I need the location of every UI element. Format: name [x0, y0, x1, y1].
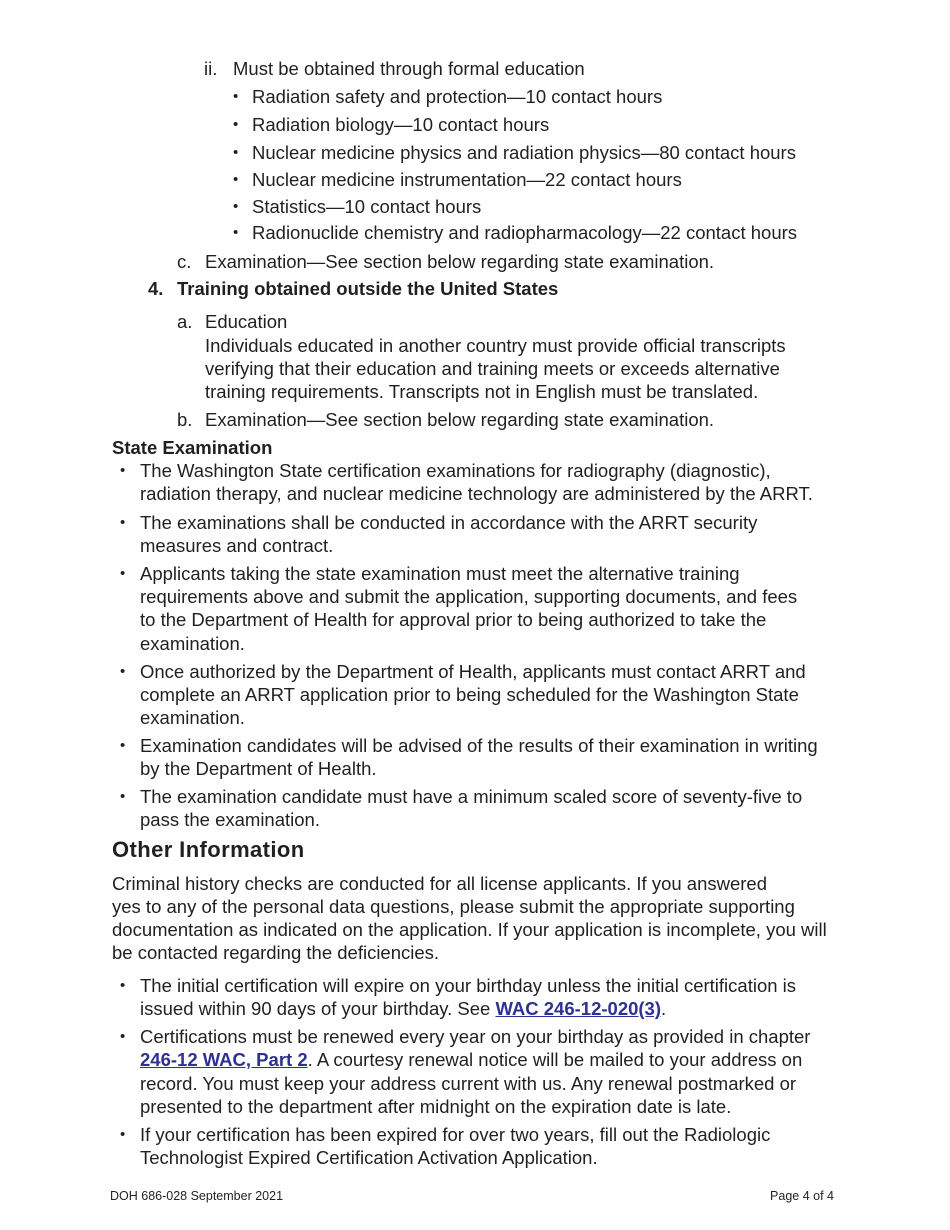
other-info-bullet-line: The initial certification will expire on your birthday unless the initial certification is — [140, 975, 797, 996]
bullet-icon: • — [120, 462, 126, 479]
course-list-item: Radiation safety and protection—10 contact hours — [252, 86, 663, 107]
other-info-bullet-line: record. You must keep your address current with us. Any renewal postmarked or — [140, 1073, 797, 1094]
other-info-bullet-line: Certifications must be renewed every year on your birthday as provided in chapter — [140, 1026, 811, 1047]
other-info-paragraph-line: yes to any of the personal data questions, please submit the appropriate supporting — [112, 896, 795, 917]
bullet-icon: • — [233, 88, 239, 105]
bullet-icon: • — [120, 737, 126, 754]
bullet-icon: • — [233, 198, 239, 215]
other-info-paragraph-line: Criminal history checks are conducted for all license applicants. If you answered — [112, 873, 768, 894]
state-exam-bullet-line: by the Department of Health. — [140, 758, 377, 779]
other-info-heading: Other Information — [112, 837, 305, 862]
bullet-icon: • — [120, 565, 126, 582]
item-title-education: Education — [205, 311, 288, 332]
state-exam-heading: State Examination — [112, 437, 273, 458]
course-list-item: Nuclear medicine physics and radiation physics—80 contact hours — [252, 142, 796, 163]
state-exam-bullet-line: Examination candidates will be advised of the results of their examination in writing — [140, 735, 818, 756]
other-info-bullet-text: . A courtesy renewal notice will be mailed to your address on — [307, 1049, 803, 1070]
state-exam-bullet-line: pass the examination. — [140, 809, 320, 830]
state-exam-bullet-line: Applicants taking the state examination must meet the alternative training — [140, 563, 740, 584]
other-info-bullet-text: issued within 90 days of your birthday. See — [140, 998, 496, 1019]
course-list-item: Radiation biology—10 contact hours — [252, 114, 550, 135]
bullet-icon: • — [233, 144, 239, 161]
section-number-4: 4. — [148, 278, 164, 299]
education-text-line: verifying that their education and training meets or exceeds alternative — [205, 358, 780, 379]
state-exam-bullet-line: complete an ARRT application prior to being scheduled for the Washington State — [140, 684, 799, 705]
other-info-bullet-line — [140, 997, 666, 1020]
other-info-paragraph-line: documentation as indicated on the application. If your application is incomplete, you will — [112, 919, 827, 940]
sub-item-text-ii: Must be obtained through formal education — [233, 58, 585, 79]
bullet-icon: • — [233, 171, 239, 188]
other-info-bullet-line: presented to the department after midnight on the expiration date is late. — [140, 1096, 732, 1117]
item-text-c: Examination—See section below regarding state examination. — [205, 251, 715, 272]
education-text-line: training requirements. Transcripts not in English must be translated. — [205, 381, 759, 402]
education-text-line: Individuals educated in another country must provide official transcripts — [205, 335, 786, 356]
state-exam-bullet-line: radiation therapy, and nuclear medicine technology are administered by the ARRT. — [140, 483, 813, 504]
bullet-icon: • — [120, 1126, 126, 1143]
other-info-bullet-line: Technologist Expired Certification Activation Application. — [140, 1147, 598, 1168]
state-exam-bullet-line: Once authorized by the Department of Health, applicants must contact ARRT and — [140, 661, 806, 682]
state-exam-bullet-line: measures and contract. — [140, 535, 334, 556]
bullet-icon: • — [233, 116, 239, 133]
state-exam-bullet-line: to the Department of Health for approval prior to being authorized to take the — [140, 609, 767, 630]
item-marker-b: b. — [177, 409, 193, 430]
other-info-bullet-line: If your certification has been expired for over two years, fill out the Radiologic — [140, 1124, 771, 1145]
bullet-icon: • — [120, 977, 126, 994]
item-text-b: Examination—See section below regarding state examination. — [205, 409, 715, 430]
bullet-icon: • — [120, 514, 126, 531]
course-list-item: Radionuclide chemistry and radiopharmacology—22 contact hours — [252, 222, 798, 243]
sub-item-marker-ii: ii. — [204, 58, 218, 79]
wac-246-12-020-link[interactable]: WAC 246-12-020(3) — [495, 998, 662, 1019]
state-exam-bullet-line: requirements above and submit the application, supporting documents, and fees — [140, 586, 798, 607]
section-heading-outside-us: Training obtained outside the United States — [177, 278, 559, 299]
item-marker-c: c. — [177, 251, 192, 272]
course-list-item: Statistics—10 contact hours — [252, 196, 482, 217]
wac-246-12-part-2-link[interactable]: 246-12 WAC, Part 2 — [140, 1049, 308, 1070]
course-list-item: Nuclear medicine instrumentation—22 contact hours — [252, 169, 682, 190]
bullet-icon: • — [233, 224, 239, 241]
state-exam-bullet-line: The Washington State certification examinations for radiography (diagnostic), — [140, 460, 771, 481]
state-exam-bullet-line: The examination candidate must have a minimum scaled score of seventy-five to — [140, 786, 803, 807]
footer-page-number: Page 4 of 4 — [770, 1189, 834, 1203]
other-info-bullet-line — [140, 1048, 802, 1071]
state-exam-bullet-line: examination. — [140, 633, 245, 654]
bullet-icon: • — [120, 788, 126, 805]
item-marker-a: a. — [177, 311, 193, 332]
other-info-bullet-text: . — [661, 998, 667, 1019]
other-info-paragraph-line: be contacted regarding the deficiencies. — [112, 942, 440, 963]
state-exam-bullet-line: The examinations shall be conducted in accordance with the ARRT security — [140, 512, 758, 533]
bullet-icon: • — [120, 663, 126, 680]
bullet-icon: • — [120, 1028, 126, 1045]
footer-form-id: DOH 686-028 September 2021 — [110, 1189, 284, 1203]
state-exam-bullet-line: examination. — [140, 707, 245, 728]
